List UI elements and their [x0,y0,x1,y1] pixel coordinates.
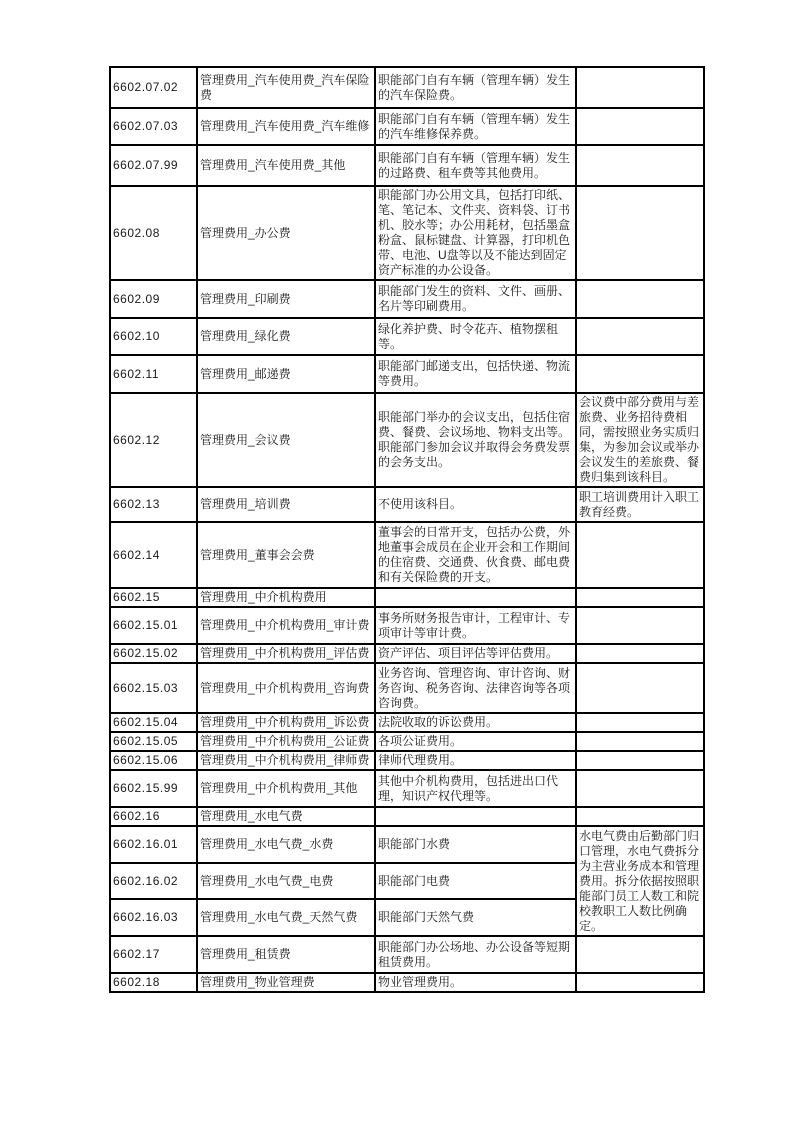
account-description: 律师代理费用。 [375,751,576,770]
account-name: 管理费用_中介机构费用_其他 [197,770,375,807]
account-code: 6602.12 [110,393,197,487]
account-note: 会议费中部分费用与差旅费、业务招待费相同，需按照业务实质归集，为参加会议或举办会议发生的差旅费、餐费归集到该科目。 [576,393,704,487]
account-description [375,588,576,607]
account-name: 管理费用_水电气费_天然气费 [197,899,375,936]
account-code: 6602.07.02 [110,67,197,108]
account-description: 职能部门自有车辆（管理车辆）发生的过路费、租车费等其他费用。 [375,145,576,186]
account-name: 管理费用_会议费 [197,393,375,487]
account-description: 事务所财务报告审计，工程审计、专项审计等审计费。 [375,607,576,644]
account-name: 管理费用_中介机构费用_审计费 [197,607,375,644]
account-code: 6602.16.01 [110,826,197,863]
account-description: 职能部门举办的会议支出，包括住宿费、餐费、会议场地、物料支出等。职能部门参加会议并取得会务费发票的会务支出。 [375,393,576,487]
account-name: 管理费用_汽车使用费_其他 [197,145,375,186]
table-row [110,607,704,644]
account-note [576,522,704,588]
account-description: 职能部门邮递支出，包括快递、物流等费用。 [375,355,576,393]
account-note [576,663,704,713]
account-note: 职工培训费用计入职工教育经费。 [576,487,704,522]
account-name: 管理费用_水电气费_电费 [197,863,375,899]
account-name: 管理费用_租赁费 [197,936,375,973]
account-description: 资产评估、项目评估等评估费用。 [375,644,576,663]
account-description: 其他中介机构费用，包括进出口代理，知识产权代理等。 [375,770,576,807]
table-row [110,826,704,863]
account-name: 管理费用_中介机构费用_公证费 [197,732,375,751]
account-code: 6602.16.02 [110,863,197,899]
account-note [576,318,704,355]
account-description: 业务咨询、管理咨询、审计咨询、财务咨询、税务咨询、法律咨询等各项咨询费。 [375,663,576,713]
account-note [576,607,704,644]
account-code: 6602.15.06 [110,751,197,770]
table-row [110,108,704,145]
account-code: 6602.18 [110,973,197,992]
account-name: 管理费用_水电气费_水费 [197,826,375,863]
account-name: 管理费用_培训费 [197,487,375,522]
table-row [110,522,704,588]
account-code: 6602.07.99 [110,145,197,186]
account-name: 管理费用_水电气费 [197,807,375,826]
account-name: 管理费用_汽车使用费_汽车维修 [197,108,375,145]
account-name: 管理费用_董事会会费 [197,522,375,588]
account-code: 6602.15.03 [110,663,197,713]
account-code: 6602.15.99 [110,770,197,807]
table-row [110,644,704,663]
account-note [576,280,704,318]
account-note [576,807,704,826]
account-code: 6602.16.03 [110,899,197,936]
account-description: 职能部门自有车辆（管理车辆）发生的汽车保险费。 [375,67,576,108]
account-name: 管理费用_绿化费 [197,318,375,355]
account-note [576,713,704,732]
account-name: 管理费用_中介机构费用 [197,588,375,607]
account-description: 不使用该科目。 [375,487,576,522]
account-code: 6602.17 [110,936,197,973]
account-code: 6602.07.03 [110,108,197,145]
account-note [576,751,704,770]
table-row [110,973,704,992]
account-description: 法院收取的诉讼费用。 [375,713,576,732]
account-code: 6602.15.01 [110,607,197,644]
table-row [110,355,704,393]
account-description: 职能部门办公场地、办公设备等短期租赁费用。 [375,936,576,973]
account-name: 管理费用_中介机构费用_咨询费 [197,663,375,713]
account-code: 6602.09 [110,280,197,318]
table-row [110,732,704,751]
account-description: 物业管理费用。 [375,973,576,992]
table-row [110,936,704,973]
account-note [576,732,704,751]
table-row [110,713,704,732]
account-description: 职能部门电费 [375,863,576,899]
account-note [576,145,704,186]
account-name: 管理费用_汽车使用费_汽车保险费 [197,67,375,108]
account-code: 6602.08 [110,186,197,280]
table-row [110,186,704,280]
account-code: 6602.13 [110,487,197,522]
table-row [110,318,704,355]
account-code: 6602.10 [110,318,197,355]
account-note [576,973,704,992]
account-note [576,588,704,607]
account-note [576,355,704,393]
account-code: 6602.15 [110,588,197,607]
account-name: 管理费用_办公费 [197,186,375,280]
account-code: 6602.15.05 [110,732,197,751]
account-name: 管理费用_中介机构费用_评估费 [197,644,375,663]
account-note-merged: 水电气费由后勤部门归口管理，水电气费拆分为主营业务成本和管理费用。拆分依据按照职能部门员工人数工和院校教职工人数比例确定。 [576,826,704,936]
account-name: 管理费用_印刷费 [197,280,375,318]
account-code: 6602.11 [110,355,197,393]
account-description [375,807,576,826]
table-row [110,145,704,186]
account-note [576,108,704,145]
table-row [110,807,704,826]
table-row [110,770,704,807]
account-description: 职能部门自有车辆（管理车辆）发生的汽车维修保养费。 [375,108,576,145]
account-note [576,644,704,663]
account-description: 职能部门天然气费 [375,899,576,936]
account-code: 6602.16 [110,807,197,826]
table-row [110,487,704,522]
account-code: 6602.14 [110,522,197,588]
account-name: 管理费用_中介机构费用_诉讼费 [197,713,375,732]
table-row [110,280,704,318]
account-note [576,936,704,973]
account-name: 管理费用_中介机构费用_律师费 [197,751,375,770]
account-description: 职能部门发生的资料、文件、画册、名片等印刷费用。 [375,280,576,318]
account-name: 管理费用_邮递费 [197,355,375,393]
account-description: 绿化养护费、时令花卉、植物摆租等。 [375,318,576,355]
account-description: 董事会的日常开支，包括办公费，外地董事会成员在企业开会和工作期间的住宿费、交通费、伙食费、邮电费和有关保险费的开支。 [375,522,576,588]
account-description: 职能部门办公用文具，包括打印纸、笔、笔记本、文件夹、资料袋、订书机、胶水等；办公用耗材，包括墨盒粉盒、鼠标键盘、计算器，打印机色带、电池、U盘等以及不能达到固定资产标准的办公设备。 [375,186,576,280]
account-description: 各项公证费用。 [375,732,576,751]
account-note [576,67,704,108]
table-row [110,67,704,108]
account-table [109,66,705,993]
account-code: 6602.15.02 [110,644,197,663]
table-row [110,393,704,487]
table-row [110,588,704,607]
account-description: 职能部门水费 [375,826,576,863]
table-row [110,663,704,713]
account-name: 管理费用_物业管理费 [197,973,375,992]
account-code: 6602.15.04 [110,713,197,732]
account-note [576,186,704,280]
account-note [576,770,704,807]
table-row [110,751,704,770]
